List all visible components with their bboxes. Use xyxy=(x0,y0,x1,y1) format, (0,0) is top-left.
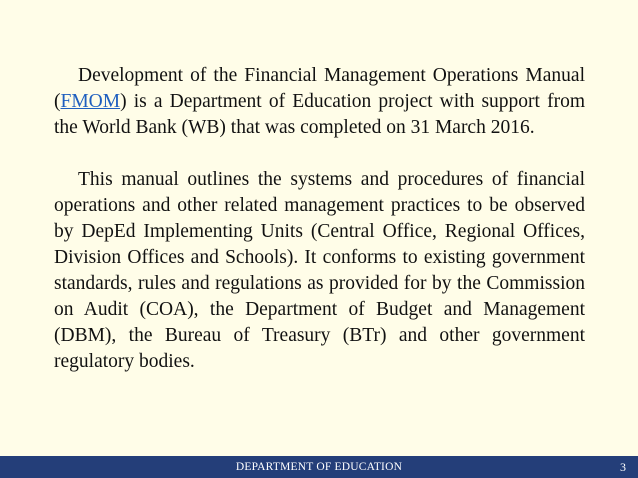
slide-body xyxy=(54,63,585,375)
footer-bar xyxy=(0,456,638,478)
page-number: 3 xyxy=(620,460,626,474)
footer-label: DEPARTMENT OF EDUCATION xyxy=(235,461,403,473)
paragraph-fmom-intro xyxy=(54,63,585,141)
fmom-link[interactable]: FMOM xyxy=(60,91,121,112)
paragraph-manual-scope: This manual outlines the systems and procedures of financial operations and other related management practices to be observed by DepEd Implementing Units (Central Office, Regional Offices, Division Offices and Schools). It conforms to existing government standards, rules and regulations as provided for by the Commission on Audit (COA), the Department of Budget and Management (DBM), the Bureau of Treasury (BTr) and other government regulatory bodies. xyxy=(54,169,585,372)
paragraph-1-text-start: Development of the Financial Management Operations Manual ( xyxy=(54,65,585,112)
paragraph-1-text-end: ) is a Department of Education project with support from the World Bank (WB) that was completed on 31 March 2016. xyxy=(54,91,585,138)
